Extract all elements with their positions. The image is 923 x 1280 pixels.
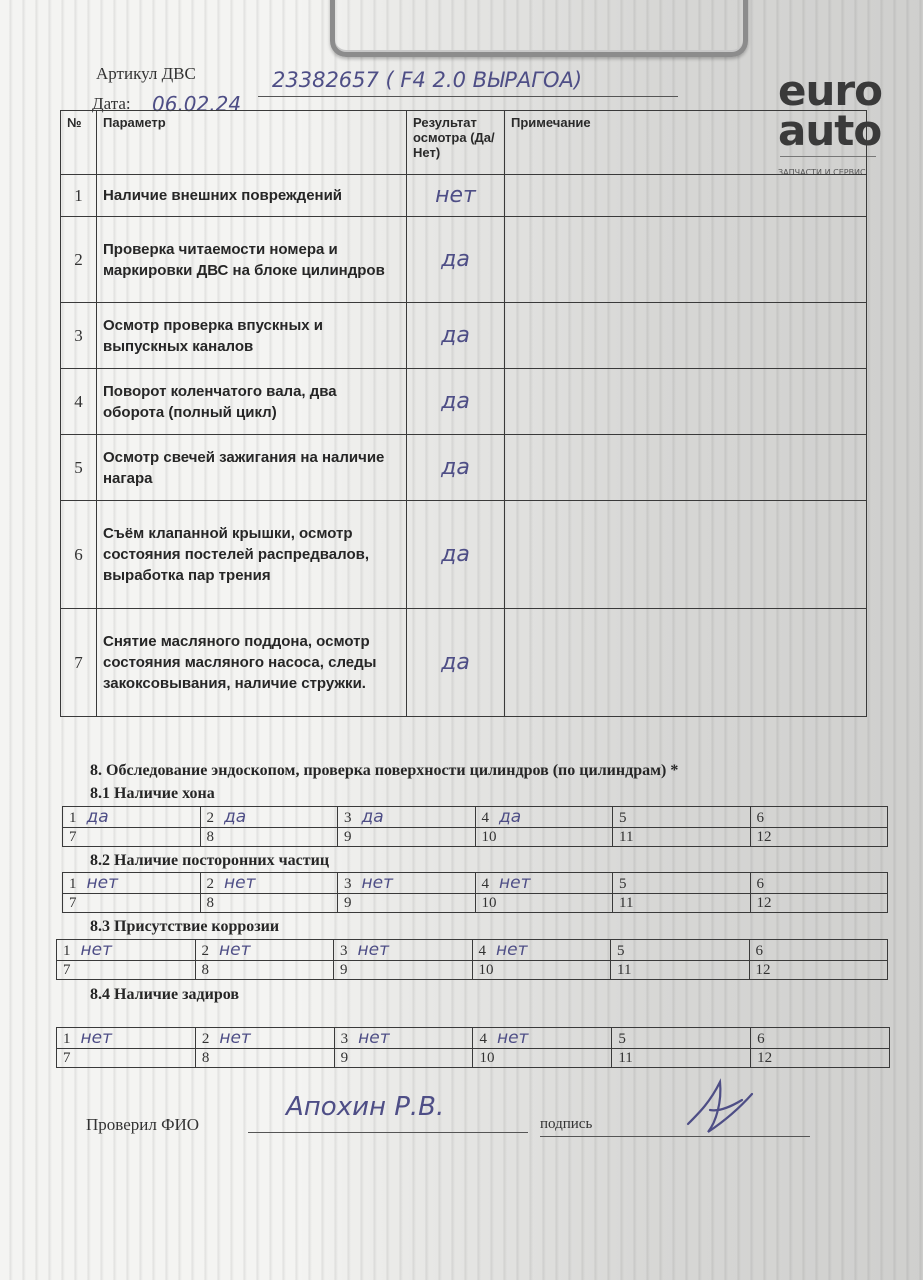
row-parameter: Съём клапанной крышки, осмотр состояния постелей распредвалов, выработка пар трения [97,501,407,609]
grid-row [57,1028,890,1049]
grid-row [57,940,888,961]
grid-cell [334,1049,473,1068]
row-note [505,217,867,303]
row-note [505,609,867,717]
row-note [505,435,867,501]
logo-line-2: auto [778,106,882,155]
cell-value: нет [219,1028,251,1048]
row-result: да [407,217,505,303]
row-parameter: Снятие масляного поддона, осмотр состояния масляного насоса, следы закоксовывания, наличие стружки. [97,609,407,717]
grid-cell [338,807,476,828]
row-parameter: Проверка читаемости номера и маркировки ДВС на блоке цилиндров [97,217,407,303]
row-number: 6 [61,501,97,609]
grid-cell [473,1049,612,1068]
row-result: да [407,435,505,501]
cylinder-grid-particles [62,872,888,913]
grid-cell [613,807,751,828]
cell-number: 5 [618,1031,626,1047]
cell-number: 9 [340,1049,349,1066]
cell-number: 1 [63,943,71,959]
cell-number: 2 [206,876,214,892]
table-row [61,369,867,435]
grid-cell [338,873,476,894]
cell-value: нет [358,1028,390,1048]
row-result: да [407,501,505,609]
grid-cell [334,961,473,980]
cell-value: да [499,807,522,827]
grid-cell [63,873,201,894]
grid-cell [472,940,611,961]
grid-cell [63,894,201,913]
checked-by-label: Проверил ФИО [86,1115,200,1134]
table-row [61,303,867,369]
row-parameter: Поворот коленчатого вала, два оборота (полный цикл) [97,369,407,435]
cell-number: 11 [619,894,634,911]
clipboard-clip [330,0,748,57]
row-number: 7 [61,609,97,717]
section-8-title: 8. Обследование эндоскопом, проверка поверхности цилиндров (по цилиндрам) * [90,762,679,779]
cell-number: 8 [201,1049,210,1066]
grid-cell [334,1028,473,1049]
grid-row [57,1049,890,1068]
grid-cell [338,894,476,913]
grid-cell [195,1049,334,1068]
checked-by-underline [248,1132,528,1133]
row-result: да [407,609,505,717]
cell-number: 10 [481,828,497,845]
cell-value: нет [496,1028,529,1048]
grid-cell [475,828,613,847]
grid-row [57,961,888,980]
article-underline [258,96,678,97]
signature-scribble [680,1072,760,1142]
cell-number: 10 [479,1049,495,1066]
cell-number: 3 [340,1031,349,1047]
grid-cell [195,961,334,980]
cell-value: нет [80,1028,112,1048]
logo-tagline: ЗАПЧАСТИ И СЕРВИС [778,168,866,177]
date-label: Дата: [92,94,131,113]
grid-cell [338,828,476,847]
grid-cell [750,894,888,913]
grid-cell [195,1028,334,1049]
grid-row [63,828,888,847]
table-row [61,217,867,303]
cell-number: 10 [481,894,497,911]
row-number: 1 [61,175,97,217]
cell-number: 6 [757,1031,765,1047]
row-result: да [407,369,505,435]
subsection-title: 8.4 Наличие задиров [90,986,240,1003]
grid-cell [472,961,611,980]
article-value: 23382657 ( F4 2.0 ВЫРАГОА) [272,68,583,92]
table-row [61,175,867,217]
cell-number: 5 [619,876,627,892]
cell-number: 11 [619,828,634,845]
cell-number: 4 [481,876,489,892]
cell-number: 2 [201,1031,210,1047]
cell-number: 9 [340,961,348,978]
cell-number: 2 [206,810,214,826]
row-note [505,303,867,369]
subsection-title: 8.3 Присутствие коррозии [90,918,280,935]
cell-number: 6 [755,943,763,959]
cell-number: 4 [481,810,489,826]
subsection-title: 8.1 Наличие хона [90,785,215,802]
table-header-row [61,111,867,175]
grid-cell [57,1049,196,1068]
cell-number: 5 [617,943,625,959]
grid-cell [612,1028,751,1049]
row-result: нет [407,175,505,217]
cell-number: 6 [756,876,764,892]
row-parameter: Наличие внешних повреждений [97,175,407,217]
row-parameter: Осмотр свечей зажигания на наличие нагара [97,435,407,501]
cell-number: 11 [617,961,632,978]
grid-cell [749,940,888,961]
cell-value: нет [499,873,531,893]
cell-number: 9 [344,828,352,845]
grid-cell [57,961,196,980]
row-parameter: Осмотр проверка впускных и выпускных каналов [97,303,407,369]
cell-value: нет [361,873,393,893]
cell-number: 8 [206,894,214,911]
column-header-parameter: Параметр [97,111,407,175]
cell-value: нет [496,940,528,960]
row-number: 4 [61,369,97,435]
signature-underline [540,1136,810,1137]
grid-cell [200,894,338,913]
cell-number: 10 [478,961,494,978]
row-note [505,175,867,217]
grid-cell [749,961,888,980]
grid-cell [750,873,888,894]
grid-cell [611,961,750,980]
cylinder-grid-scoring [56,1027,890,1068]
cell-number: 5 [619,810,627,826]
cell-value: да [86,807,109,827]
cell-number: 8 [201,961,209,978]
column-header-number: № [61,111,97,175]
cell-number: 6 [756,810,764,826]
cell-number: 1 [63,1031,71,1047]
cell-number: 3 [344,876,352,892]
cell-value: да [361,807,384,827]
grid-cell [475,807,613,828]
subsection-title: 8.2 Наличие посторонних частиц [90,852,330,869]
cell-number: 4 [479,1031,487,1047]
grid-cell [63,828,201,847]
signature-label: подпись [540,1116,593,1132]
cell-number: 7 [63,1049,71,1066]
table-row [61,501,867,609]
grid-cell [334,940,473,961]
grid-row [63,807,888,828]
logo-line-1: euro [778,66,882,115]
grid-cell [612,1049,751,1068]
cell-number: 9 [344,894,352,911]
cylinder-grid-corrosion [56,939,888,980]
grid-cell [613,828,751,847]
cell-value: нет [80,940,112,960]
cell-number: 2 [201,943,209,959]
row-number: 3 [61,303,97,369]
grid-cell [195,940,334,961]
grid-row [63,873,888,894]
grid-cell [200,873,338,894]
cell-number: 7 [69,828,77,845]
grid-cell [200,807,338,828]
cell-number: 3 [344,810,352,826]
table-row [61,435,867,501]
cell-value: нет [86,873,118,893]
cell-number: 4 [478,943,486,959]
grid-cell [611,940,750,961]
cell-value: нет [357,940,389,960]
grid-cell [750,807,888,828]
cell-number: 12 [755,961,771,978]
checked-by-value: Апохин Р.В. [286,1092,445,1122]
cell-number: 7 [69,894,77,911]
row-result: да [407,303,505,369]
cell-value: да [224,807,247,827]
cell-number: 1 [69,876,77,892]
grid-cell [613,894,751,913]
table-row [61,609,867,717]
row-note [505,501,867,609]
column-header-result: Результат осмотра (Да/Нет) [407,111,505,175]
grid-cell [63,807,201,828]
cell-number: 7 [63,961,71,978]
grid-cell [57,940,196,961]
grid-cell [475,894,613,913]
grid-cell [473,1028,612,1049]
grid-cell [750,828,888,847]
cell-number: 3 [340,943,348,959]
grid-cell [751,1049,890,1068]
cell-number: 12 [757,1049,773,1066]
grid-cell [57,1028,196,1049]
grid-row [63,894,888,913]
cell-number: 12 [756,894,772,911]
grid-cell [751,1028,890,1049]
inspection-table [60,110,867,717]
cell-number: 11 [618,1049,633,1066]
row-number: 5 [61,435,97,501]
cell-number: 1 [69,810,77,826]
cylinder-grid-honing [62,806,888,847]
grid-cell [475,873,613,894]
grid-cell [200,828,338,847]
column-header-note: Примечание [505,111,867,175]
row-note [505,369,867,435]
cell-value: нет [224,873,256,893]
date-value: 06.02.24 [152,92,242,116]
cell-number: 8 [206,828,214,845]
article-label: Артикул ДВС [96,64,196,83]
cell-number: 12 [756,828,772,845]
row-number: 2 [61,217,97,303]
grid-cell [613,873,751,894]
cell-value: нет [219,940,251,960]
